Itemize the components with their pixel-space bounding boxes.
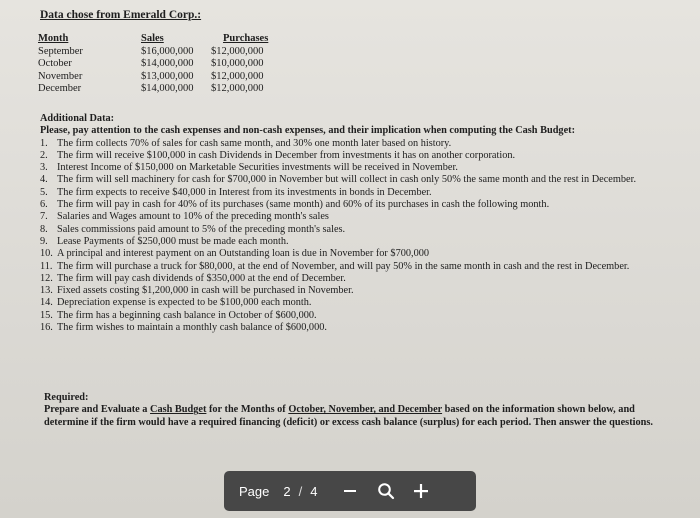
row-purchases: $12,000,000: [211, 70, 264, 82]
zoom-in-button[interactable]: [410, 480, 432, 502]
required-prefix: Prepare and Evaluate a: [44, 404, 151, 416]
item-text: The firm expects to receive $40,000 in Interest from its investments in bonds in December.: [57, 186, 432, 198]
row-sales: $14,000,000: [141, 58, 194, 70]
row-month: October: [38, 58, 72, 70]
item-number: 10.: [40, 248, 53, 260]
item-number: 2.: [40, 149, 48, 161]
item-number: 16.: [40, 322, 53, 334]
list-item: [40, 199, 680, 211]
row-sales: $16,000,000: [141, 45, 194, 57]
plus-icon: [413, 483, 429, 499]
row-month: November: [38, 70, 83, 82]
data-heading: Data chose from Emerald Corp.:: [40, 9, 202, 21]
table-row: [38, 83, 293, 96]
item-number: 5.: [40, 186, 48, 198]
list-item: [40, 248, 680, 260]
row-month: December: [38, 83, 82, 95]
additional-data-list: [40, 138, 680, 335]
required-section: [44, 392, 680, 429]
required-suffix: based on the information shown below, and determine if the firm would have a required financing (deficit) or excess cash balance (surplus) for each period. Then answer the questions.: [44, 404, 653, 428]
list-item: [40, 174, 680, 186]
months-text: October, November, and December: [288, 404, 443, 416]
row-purchases: $10,000,000: [211, 58, 264, 70]
table-header-row: [38, 33, 293, 46]
list-item: [40, 211, 680, 223]
item-text: Lease Payments of $250,000 must be made each month.: [57, 235, 289, 247]
row-month: September: [38, 45, 83, 57]
row-purchases: $12,000,000: [211, 45, 264, 57]
required-title: Required:: [44, 392, 89, 403]
item-text: The firm will pay cash dividends of $350,000 at the end of December.: [57, 272, 346, 284]
item-text: The firm will sell machinery for cash for $700,000 in November but will collect in cash only 50% the same month and the rest in December.: [57, 174, 637, 186]
item-number: 13.: [40, 285, 53, 297]
list-item: [40, 224, 680, 236]
col-month-header: Month: [38, 33, 69, 44]
magnifier-icon: [377, 482, 395, 500]
required-text: [44, 404, 680, 429]
item-text: Sales commissions paid amount to 5% of the preceding month's sales.: [57, 223, 346, 235]
col-sales-header: Sales: [141, 33, 164, 44]
list-item: [40, 138, 680, 150]
item-number: 14.: [40, 297, 53, 309]
col-purchases-header: Purchases: [223, 33, 269, 44]
table-row: [38, 46, 293, 59]
list-item: [40, 310, 680, 322]
row-sales: $13,000,000: [141, 70, 194, 82]
item-text: The firm will receive $100,000 in cash Dividends in December from investments it has on another corporation.: [57, 149, 516, 161]
list-item: [40, 273, 680, 285]
zoom-out-button[interactable]: [339, 480, 361, 502]
list-item: [40, 162, 680, 174]
row-sales: $14,000,000: [141, 83, 194, 95]
zoom-button[interactable]: [375, 480, 397, 502]
item-number: 9.: [40, 235, 48, 247]
cash-budget-link-text: Cash Budget: [150, 404, 207, 416]
list-item: [40, 322, 680, 334]
list-item: [40, 187, 680, 199]
item-number: 15.: [40, 309, 53, 321]
item-number: 11.: [40, 260, 53, 272]
additional-data-title: Additional Data:: [40, 113, 115, 124]
table-row: [38, 58, 293, 71]
list-item: [40, 261, 680, 273]
page-separator: /: [298, 483, 303, 499]
sales-purchases-table: [38, 33, 293, 96]
minus-icon: [343, 484, 357, 498]
item-number: 8.: [40, 223, 48, 235]
item-text: Fixed assets costing $1,200,000 in cash will be purchased in November.: [57, 285, 354, 297]
item-text: The firm collects 70% of sales for cash same month, and 30% one month later based on history.: [57, 137, 452, 149]
item-number: 6.: [40, 199, 48, 211]
additional-data-intro: Please, pay attention to the cash expenses and non-cash expenses, and their implication when computing the Cash Budget:: [40, 125, 576, 137]
total-pages: 4: [310, 483, 318, 499]
item-text: The firm will pay in cash for 40% of its purchases (same month) and 60% of its purchases in cash the following month.: [57, 199, 550, 211]
page-toolbar: [224, 471, 476, 511]
item-text: Interest Income of $150,000 on Marketable Securities investments will be received in November.: [57, 162, 458, 174]
item-number: 7.: [40, 211, 48, 223]
row-purchases: $12,000,000: [211, 83, 264, 95]
current-page[interactable]: 2: [283, 483, 291, 499]
page-label: Page: [239, 483, 270, 499]
item-text: The firm will purchase a truck for $80,000, at the end of November, and will pay 50% in the same month in cash and the rest in December.: [57, 260, 630, 272]
item-number: 1.: [40, 137, 48, 149]
item-text: The firm has a beginning cash balance in October of $600,000.: [57, 309, 317, 321]
list-item: [40, 150, 680, 162]
additional-data-section: [40, 113, 680, 334]
item-text: The firm wishes to maintain a monthly cash balance of $600,000.: [57, 322, 327, 334]
list-item: [40, 236, 680, 248]
table-row: [38, 71, 293, 84]
item-number: 4.: [40, 174, 48, 186]
required-middle: for the Months of: [206, 404, 289, 416]
item-number: 3.: [40, 162, 48, 174]
item-text: Salaries and Wages amount to 10% of the preceding month's sales: [57, 211, 329, 223]
item-text: Depreciation expense is expected to be $100,000 each month.: [57, 297, 312, 309]
list-item: [40, 285, 680, 297]
list-item: [40, 297, 680, 309]
item-text: A principal and interest payment on an Outstanding loan is due in November for $700,000: [57, 248, 430, 260]
item-number: 12.: [40, 272, 53, 284]
